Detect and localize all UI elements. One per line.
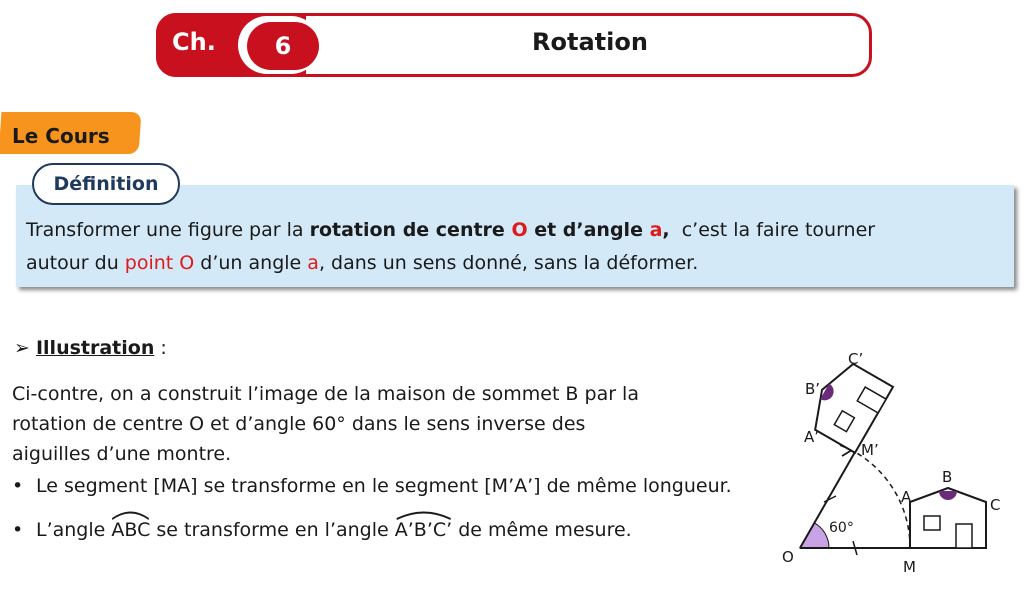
- definition-line-2: [26, 247, 986, 280]
- angle-abc-prime-label: [395, 516, 452, 544]
- def-red-segment: a: [307, 252, 319, 274]
- definition-label: Définition: [32, 163, 180, 205]
- bullet-text: se transforme en l’angle: [150, 519, 395, 541]
- angle-value-label: 60°: [829, 520, 854, 536]
- bullet-item-angle: [12, 516, 632, 544]
- label-a-prime: A’: [804, 428, 820, 446]
- angle-hat-icon: [395, 510, 452, 520]
- paragraph-line: rotation de centre O et d’angle 60° dans le sens inverse des: [12, 413, 586, 435]
- label-c-prime: C’: [848, 350, 864, 368]
- angle-name: ABC: [111, 519, 151, 541]
- angle-sector-icon: [800, 523, 829, 548]
- definition-text: [26, 214, 986, 280]
- def-red-segment: O: [511, 219, 528, 241]
- angle-name: A’B’C’: [394, 519, 453, 541]
- section-tag: Le Cours: [12, 124, 110, 148]
- bullet-dot-icon: •: [12, 475, 24, 497]
- arrow-bullet-icon: ➢: [14, 337, 30, 359]
- chapter-number: 6: [247, 22, 319, 70]
- def-text-segment: c’est la faire tourner: [669, 219, 876, 241]
- bullet-text: L’angle: [36, 519, 112, 541]
- label-m-prime: M’: [861, 441, 879, 459]
- def-text-segment: d’un angle: [194, 252, 308, 274]
- bullet-text: de même mesure.: [452, 519, 632, 541]
- def-text-segment: Transformer une figure par la: [26, 219, 310, 241]
- angle-hat-icon: [111, 510, 150, 520]
- illustration-title: Illustration: [35, 337, 155, 359]
- label-a: A: [901, 488, 912, 506]
- chapter-title: Rotation: [532, 28, 648, 56]
- angle-abc-label: [111, 516, 150, 544]
- illustration-colon: :: [154, 337, 167, 359]
- def-bold-segment: ,: [662, 219, 670, 241]
- label-c: C: [990, 496, 1001, 514]
- bullet-text: Le segment [MA] se transforme en le segment [M’A’] de même longueur.: [36, 475, 732, 497]
- def-red-segment: a: [649, 219, 663, 241]
- bullet-dot-icon: •: [12, 519, 24, 541]
- original-house: [910, 488, 986, 548]
- paragraph-line: aiguilles d’une montre.: [12, 443, 232, 465]
- paragraph-line: Ci-contre, on a construit l’image de la maison de sommet B par la: [12, 383, 639, 405]
- illustration-heading: [14, 337, 167, 359]
- chapter-label: Ch.: [172, 28, 216, 56]
- label-b-prime: B’: [805, 380, 821, 398]
- label-b: B: [942, 468, 953, 486]
- definition-line-1: [26, 214, 986, 247]
- label-m: M: [903, 558, 916, 576]
- rotation-figure: [770, 340, 1020, 580]
- label-o: O: [782, 548, 794, 566]
- bullet-item-segment: [12, 472, 732, 500]
- def-text-segment: , dans un sens donné, sans la déformer.: [318, 252, 699, 274]
- def-bold-segment: rotation de centre: [309, 219, 512, 241]
- def-text-segment: autour du: [26, 252, 125, 274]
- illustration-paragraph: [12, 379, 712, 469]
- def-red-segment: point O: [124, 252, 195, 274]
- def-bold-segment: et d’angle: [527, 219, 650, 241]
